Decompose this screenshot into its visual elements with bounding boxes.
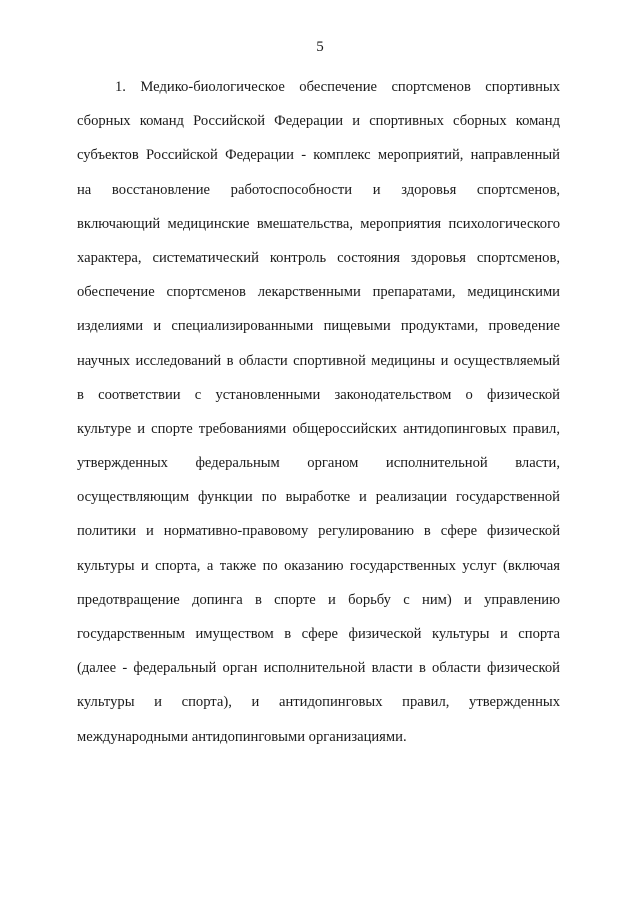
text-line: 1. Медико-биологическое обеспечение спортсменов спортивных — [115, 79, 560, 95]
text-line: на восстановление работоспособности и здоровья спортсменов, — [77, 181, 560, 198]
text-line: культуры и спорта, а также по оказанию государственных услуг (включая — [77, 557, 560, 574]
text-line: осуществляющим функции по выработке и реализации государственной — [77, 489, 560, 506]
paragraph — [77, 70, 560, 754]
page-number: 5 — [316, 39, 324, 55]
text-line: культуре и спорте требованиями общероссийских антидопинговых правил, — [77, 420, 560, 437]
text-line: субъектов Российской Федерации - комплекс мероприятий, направленный — [77, 147, 560, 164]
text-line: научных исследований в области спортивной медицины и осуществляемый — [77, 352, 560, 369]
text-line: (далее - федеральный орган исполнительной власти в области физической — [77, 660, 560, 677]
text-line: политики и нормативно-правовому регулированию в сфере физической — [77, 523, 560, 540]
text-line: в соответствии с установленными законодательством о физической — [77, 386, 560, 403]
text-line: государственным имуществом в сфере физической культуры и спорта — [77, 626, 560, 642]
text-line: предотвращение допинга в спорте и борьбу с ним) и управлению — [77, 591, 560, 608]
text-line: утвержденных федеральным органом исполнительной власти, — [77, 455, 560, 472]
text-line: сборных команд Российской Федерации и спортивных сборных команд — [77, 113, 560, 130]
text-line: культуры и спорта), и антидопинговых правил, утвержденных — [77, 694, 560, 711]
text-line: включающий медицинские вмешательства, мероприятия психологического — [77, 215, 560, 232]
text-line: характера, систематический контроль состояния здоровья спортсменов, — [77, 249, 560, 266]
text-line: обеспечение спортсменов лекарственными препаратами, медицинскими — [77, 284, 560, 301]
text-line: изделиями и специализированными пищевыми продуктами, проведение — [77, 318, 560, 335]
text-line: международными антидопинговыми организациями. — [77, 728, 407, 745]
